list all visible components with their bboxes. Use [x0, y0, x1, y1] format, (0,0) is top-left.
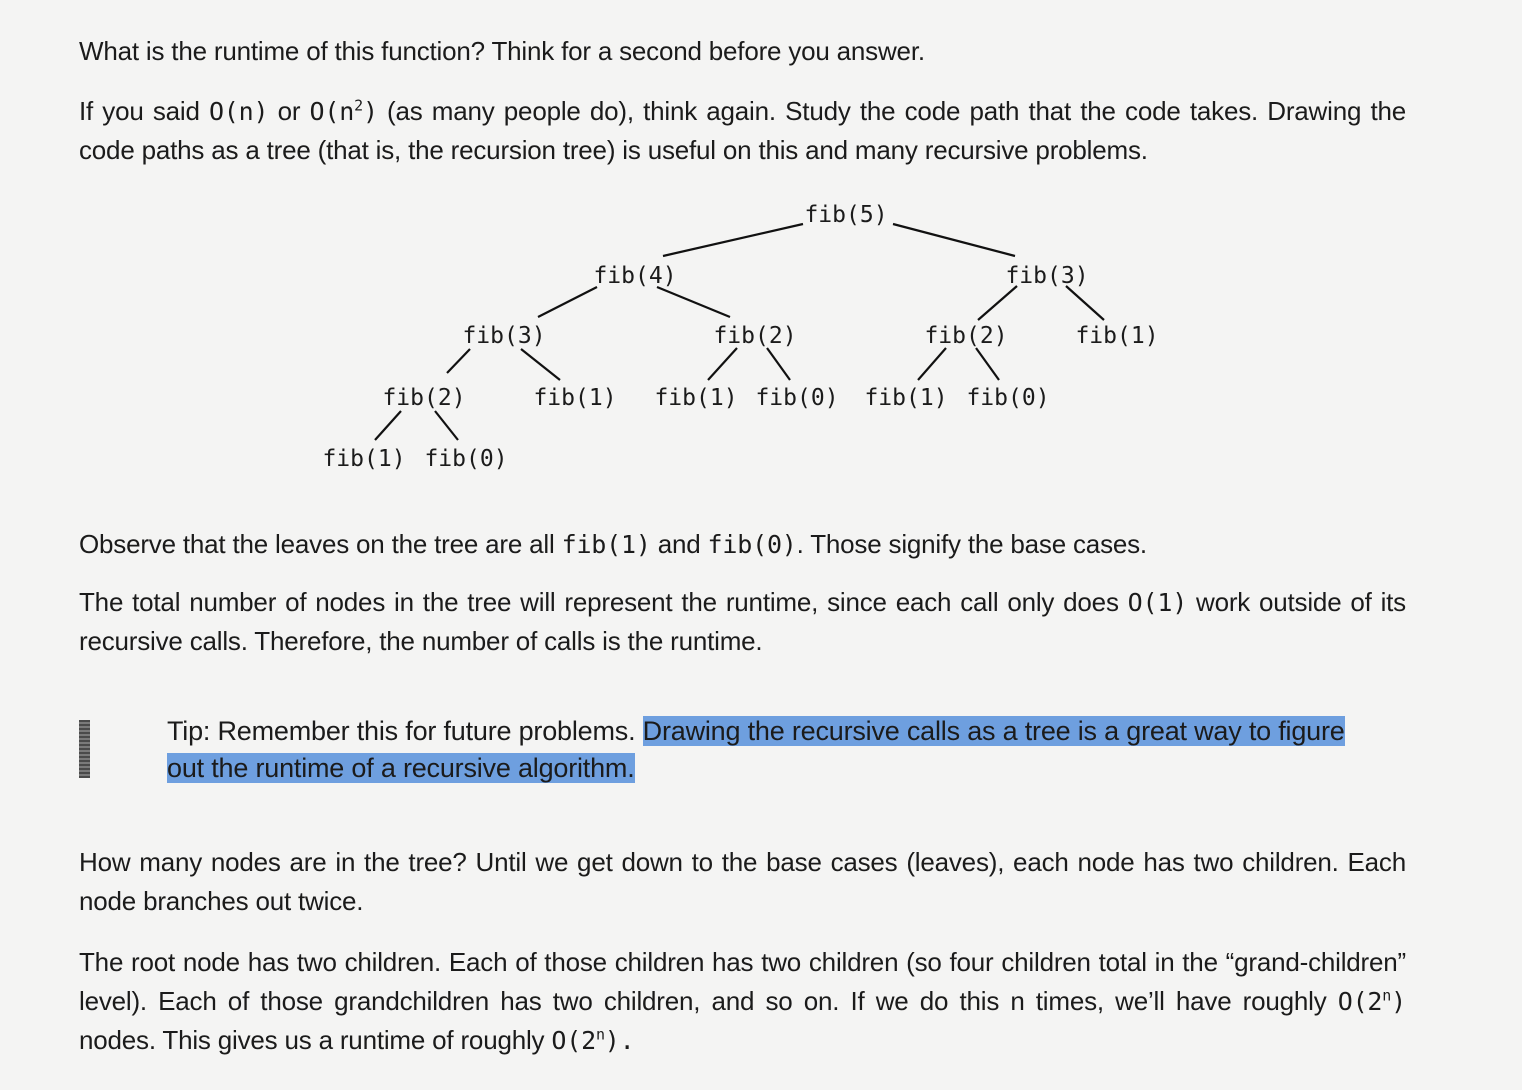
question-paragraph: What is the runtime of this function? Think for a second before you answer. — [79, 36, 925, 66]
observe-pre: Observe that the leaves on the tree are all — [79, 529, 562, 559]
tip-callout — [167, 713, 1367, 787]
observe-post: . Those signify the base cases. — [796, 529, 1147, 559]
tree-node: fib(2) — [382, 385, 466, 411]
root-node-paragraph — [79, 943, 1406, 1060]
total-post: work outside of its recursive calls. Therefore, the number of calls is the runtime. — [79, 587, 1406, 656]
code-o-n: O(n) — [208, 97, 269, 126]
tree-edge — [538, 287, 597, 317]
total-pre: The total number of nodes in the tree will represent the runtime, since each call only does — [79, 587, 1128, 617]
code-o-2-n-base: O(2 — [1337, 987, 1383, 1016]
code-o-2-n — [1338, 987, 1406, 1016]
tree-node: fib(0) — [424, 446, 508, 472]
root-mid: nodes. This gives us a runtime of roughly — [79, 1025, 552, 1055]
code-o-n-squared-close: ) — [362, 97, 378, 126]
code-o-1: O(1) — [1127, 588, 1188, 617]
tree-node: fib(1) — [322, 446, 406, 472]
tree-edge — [663, 224, 803, 256]
tip-plain-text: Tip: Remember this for future problems. — [167, 716, 643, 746]
tree-edge — [767, 348, 790, 380]
code-fib-1: fib(1) — [561, 530, 651, 559]
exponent-n: n — [1382, 986, 1392, 1005]
tree-edge — [435, 411, 458, 440]
tree-node: fib(3) — [1005, 263, 1089, 289]
tree-node: fib(1) — [654, 385, 738, 411]
tree-node: fib(2) — [924, 323, 1008, 349]
code-o-2-n-final-base: O(2 — [551, 1026, 596, 1055]
tree-edge — [657, 287, 730, 317]
how-many-nodes-paragraph: How many nodes are in the tree? Until we get down to the base cases (leaves), each node has two children. Each node branches out twice. — [79, 847, 1406, 916]
tree-edge — [976, 348, 999, 380]
tree-node: fib(5) — [804, 202, 888, 228]
said-post: (as many people do), think again. Study the code path that the code takes. Drawing the code paths as a tree (that is, the recursion tree) is useful on this and many recursive problems. — [79, 96, 1406, 165]
code-o-2-n-final — [551, 1026, 634, 1055]
tree-edge — [521, 349, 560, 380]
tree-node: fib(2) — [713, 323, 797, 349]
observe-mid: and — [650, 529, 708, 559]
tree-node: fib(1) — [1075, 323, 1159, 349]
code-o-2-n-close: ) — [1391, 987, 1406, 1016]
exponent-n-final: n — [595, 1025, 605, 1044]
tree-edge — [893, 224, 1015, 256]
code-o-2-n-final-close: ). — [604, 1026, 635, 1055]
tree-edge — [447, 349, 470, 373]
tree-node: fib(0) — [755, 385, 839, 411]
tree-node: fib(4) — [593, 263, 677, 289]
said-mid: or — [268, 96, 310, 126]
code-fib-0: fib(0) — [707, 530, 797, 559]
tree-edge — [1066, 286, 1104, 320]
total-nodes-paragraph — [79, 583, 1406, 661]
tip-highlighted-text[interactable]: Drawing the recursive calls as a tree is a great way to figure out the runtime of a recursive algorithm. — [167, 716, 1345, 783]
tree-node: fib(1) — [864, 385, 948, 411]
tree-node: fib(3) — [462, 323, 546, 349]
code-o-n-squared-base: O(n — [309, 97, 355, 126]
said-pre: If you said — [79, 96, 209, 126]
tree-node: fib(0) — [966, 385, 1050, 411]
recursion-tree-diagram — [0, 0, 1522, 520]
tree-edge — [375, 411, 401, 440]
tree-edge — [918, 348, 946, 380]
observe-paragraph — [79, 525, 1406, 564]
exponent-2: 2 — [354, 96, 363, 115]
root-pre: The root node has two children. Each of those children has two children (so four children total in the “grand-children” level). Each of those grandchildren has two children, and so on. If we do this n times, we’ll have roughly — [79, 947, 1406, 1016]
tip-marker-bar — [79, 720, 90, 778]
tree-edge — [708, 348, 737, 380]
tree-node: fib(1) — [533, 385, 617, 411]
tree-edge — [978, 286, 1017, 320]
